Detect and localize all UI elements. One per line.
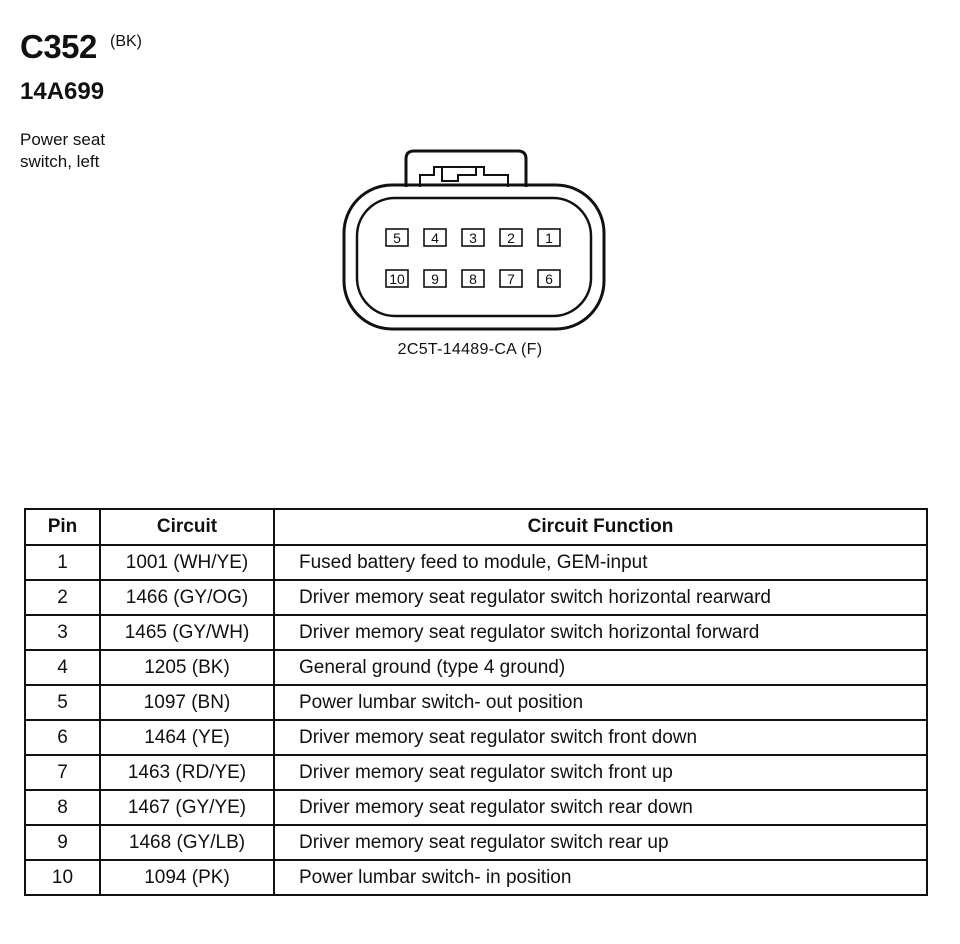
pin-label: 9 [431,271,439,287]
connector-color: (BK) [110,33,142,50]
connector-shell-outer [344,185,604,329]
pin-2 [500,229,522,246]
table-row [25,545,927,580]
table-row [25,825,927,860]
pin-label: 6 [545,271,553,287]
pin-label: 5 [393,230,401,246]
pin-4 [424,229,446,246]
pin-3 [462,229,484,246]
table-header-row [25,509,927,545]
pin-label: 4 [431,230,439,246]
connector-id: C352 [20,28,97,65]
circuit-cell: 1463 (RD/YE) [100,755,274,790]
pin-cell: 4 [25,650,100,685]
pin-label: 3 [469,230,477,246]
circuit-cell: 1464 (YE) [100,720,274,755]
pin-9 [424,270,446,287]
circuit-cell: 1466 (GY/OG) [100,580,274,615]
table-row [25,790,927,825]
circuit-cell: 1205 (BK) [100,650,274,685]
table-row [25,615,927,650]
function-cell: Fused battery feed to module, GEM-input [274,545,927,580]
table-row [25,685,927,720]
function-cell: Driver memory seat regulator switch rear up [274,825,927,860]
function-cell: Driver memory seat regulator switch rear down [274,790,927,825]
pin-grid [386,229,560,287]
table-row [25,860,927,895]
connector-description [20,129,150,173]
part-number: 14A699 [20,78,105,105]
table-row [25,755,927,790]
pin-cell: 5 [25,685,100,720]
pin-cell: 8 [25,790,100,825]
pin-7 [500,270,522,287]
function-cell: General ground (type 4 ground) [274,650,927,685]
connector-latch-notch [442,167,476,181]
table-row [25,580,927,615]
connector-face-drawing [330,145,610,340]
pin-cell: 9 [25,825,100,860]
description-line-1: Power seat [20,130,106,149]
table-row [25,650,927,685]
pin-table [24,508,928,896]
circuit-cell: 1094 (PK) [100,860,274,895]
pin-cell: 3 [25,615,100,650]
function-cell: Driver memory seat regulator switch horizontal forward [274,615,927,650]
function-cell: Driver memory seat regulator switch front up [274,755,927,790]
pin-6 [538,270,560,287]
function-cell: Power lumbar switch- out position [274,685,927,720]
pin-1 [538,229,560,246]
function-cell: Power lumbar switch- in position [274,860,927,895]
pin-label: 7 [507,271,515,287]
connector-part-code: 2C5T-14489-CA (F) [397,341,543,358]
header-pin: Pin [25,509,100,545]
pin-cell: 10 [25,860,100,895]
pin-cell: 6 [25,720,100,755]
description-line-2: switch, left [20,152,100,171]
function-cell: Driver memory seat regulator switch front down [274,720,927,755]
pin-cell: 2 [25,580,100,615]
pin-8 [462,270,484,287]
function-cell: Driver memory seat regulator switch horizontal rearward [274,580,927,615]
circuit-cell: 1468 (GY/LB) [100,825,274,860]
table-row [25,720,927,755]
connector-shell-inner [357,198,591,316]
pin-cell: 1 [25,545,100,580]
circuit-cell: 1465 (GY/WH) [100,615,274,650]
pin-label: 8 [469,271,477,287]
pin-5 [386,229,408,246]
circuit-cell: 1097 (BN) [100,685,274,720]
pin-cell: 7 [25,755,100,790]
circuit-cell: 1001 (WH/YE) [100,545,274,580]
circuit-cell: 1467 (GY/YE) [100,790,274,825]
header-function: Circuit Function [274,509,927,545]
pin-label: 2 [507,230,515,246]
header-circuit: Circuit [100,509,274,545]
pin-label: 10 [389,271,405,287]
pin-label: 1 [545,230,553,246]
pin-10 [386,270,408,287]
